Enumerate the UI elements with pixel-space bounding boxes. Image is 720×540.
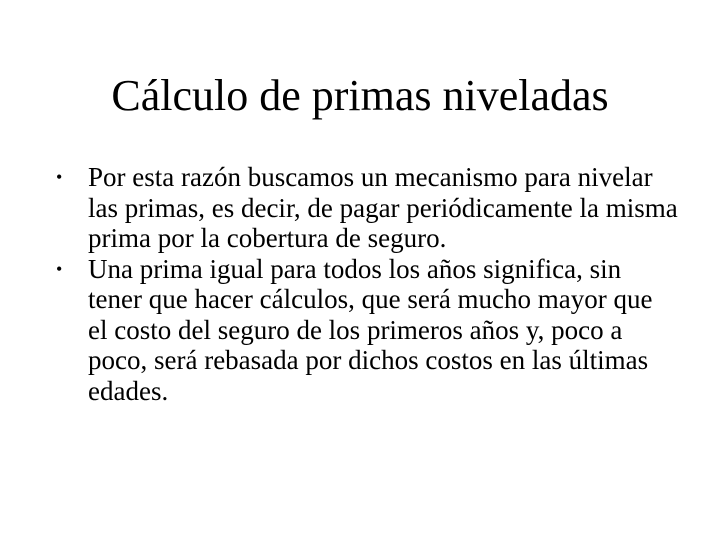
- bullet-text: Por esta razón buscamos un mecanismo para nivelar las primas, es decir, de pagar periódicamente la misma prima por la cobertura de seguro.: [88, 162, 678, 253]
- bullet-item: [56, 254, 678, 407]
- bullet-icon: •: [56, 258, 63, 279]
- slide-title: Cálculo de primas niveladas: [111, 71, 609, 120]
- bullet-list: [56, 162, 678, 406]
- bullet-text: Una prima igual para todos los años significa, sin tener que hacer cálculos, que será mucho mayor que el costo del seguro de los primeros años y, poco a poco, será rebasada por dichos costos en las últimas edades.: [88, 253, 653, 406]
- bullet-icon: •: [56, 167, 63, 187]
- bullet-item: [56, 162, 678, 254]
